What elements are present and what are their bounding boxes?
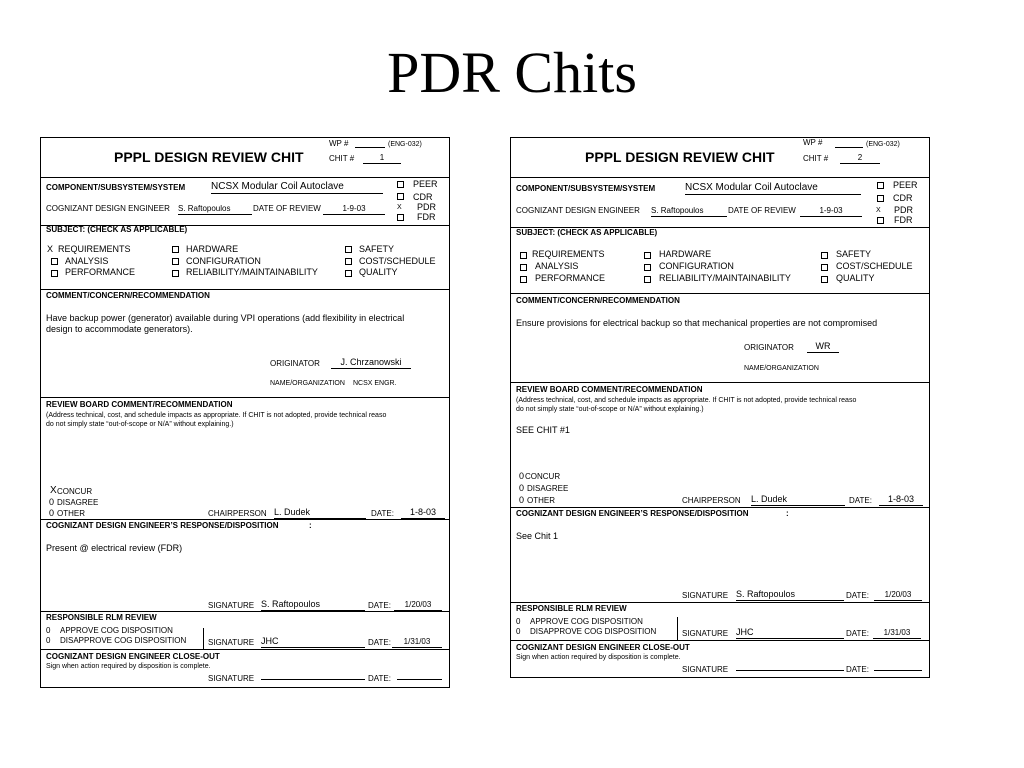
- response-label: COGNIZANT DESIGN ENGINEER’S RESPONSE/DISPOSITION: [516, 509, 749, 518]
- rlm-signature-field: [736, 627, 844, 639]
- other-label: OTHER: [527, 496, 555, 505]
- originator-value: J. Chrzanowski: [331, 357, 411, 369]
- wp-code: (ENG-032): [866, 141, 900, 148]
- originator-field: [807, 341, 839, 353]
- originator-value: WR: [807, 341, 839, 353]
- name-org-label: NAME/ORGANIZATION: [744, 365, 819, 372]
- response-signature-label: SIGNATURE: [208, 601, 255, 610]
- closeout-date-value[interactable]: [874, 670, 922, 671]
- chit-header: [41, 138, 449, 178]
- rlm-signature-label: SIGNATURE: [208, 638, 255, 647]
- chit-number-value: 2: [840, 153, 880, 164]
- safety-label: SAFETY: [836, 249, 872, 259]
- reliability-label: RELIABILITY/MAINTAINABILITY: [659, 273, 791, 283]
- response-label-colon: :: [786, 509, 789, 518]
- chair-date-value: 1-8-03: [401, 507, 445, 519]
- concur-label: CONCUR: [57, 487, 93, 496]
- component-label: COMPONENT/SUBSYSTEM/SYSTEM: [516, 184, 656, 193]
- cost-schedule-checkbox[interactable]: [345, 258, 352, 265]
- fdr-checkbox[interactable]: [397, 214, 404, 221]
- date-of-review-value: 1-9-03: [323, 204, 385, 215]
- rlm-date-field: [392, 637, 442, 648]
- wp-label: WP #: [329, 139, 349, 148]
- response-date-label: DATE:: [368, 601, 391, 610]
- chit-header: [511, 138, 929, 178]
- disapprove-label: DISAPPROVE COG DISPOSITION: [60, 636, 187, 645]
- other-mark[interactable]: 0: [49, 508, 55, 518]
- disagree-mark[interactable]: 0: [49, 497, 55, 507]
- review-board-label: REVIEW BOARD COMMENT/RECOMMENDATION: [46, 400, 233, 409]
- review-board-instructions-1: (Address technical, cost, and schedule impacts as appropriate. If CHIT is not adopted, provide technical reaso: [516, 397, 857, 404]
- response-text: See Chit 1: [516, 531, 559, 541]
- date-of-review-field: [800, 206, 862, 217]
- hardware-label: HARDWARE: [186, 244, 239, 254]
- disapprove-label: DISAPPROVE COG DISPOSITION: [530, 627, 657, 636]
- review-board-instructions-1: (Address technical, cost, and schedule impacts as appropriate. If CHIT is not adopted, provide technical reaso: [46, 412, 387, 419]
- comment-line-2: design to accommodate generators).: [46, 324, 193, 334]
- rlm-date-label: DATE:: [368, 638, 391, 647]
- rlm-divider: [677, 617, 678, 641]
- disapprove-mark[interactable]: 0: [46, 636, 51, 645]
- engineer-field: [178, 204, 252, 215]
- response-date-value: 1/20/03: [874, 590, 922, 601]
- comment-line-1: Ensure provisions for electrical backup so that mechanical properties are not compromised: [516, 318, 878, 328]
- component-section: [41, 178, 449, 226]
- component-field: [685, 182, 861, 195]
- chairperson-label: CHAIRPERSON: [682, 496, 741, 505]
- pdr-label: PDR: [417, 202, 437, 212]
- engineer-label: COGNIZANT DESIGN ENGINEER: [46, 204, 170, 213]
- response-signature-label: SIGNATURE: [682, 591, 729, 600]
- performance-label: PERFORMANCE: [65, 267, 136, 277]
- closeout-signature-value[interactable]: [736, 670, 844, 671]
- response-signature-field: [261, 599, 365, 611]
- response-date-field: [874, 590, 922, 601]
- response-date-label: DATE:: [846, 591, 869, 600]
- subject-section: [41, 226, 449, 290]
- rlm-signature-value: JHC: [261, 636, 365, 648]
- chit-number-label: CHIT #: [329, 154, 355, 163]
- engineer-value: S. Raftopoulos: [178, 204, 252, 215]
- review-board-section: [41, 398, 449, 520]
- performance-checkbox[interactable]: [520, 276, 527, 283]
- closeout-signature-field: [261, 673, 365, 683]
- closeout-instructions: Sign when action required by disposition is complete.: [516, 654, 681, 661]
- engineer-field: [651, 206, 727, 217]
- rlm-date-field: [873, 628, 921, 639]
- review-board-instructions-2: do not simply state “out-of-scope or N/A” without explaining.): [516, 406, 704, 413]
- chit-number-label: CHIT #: [803, 154, 829, 163]
- response-signature-value: S. Raftopoulos: [261, 599, 365, 611]
- subject-label: SUBJECT: (CHECK AS APPLICABLE): [46, 225, 188, 234]
- slide-title: PDR Chits: [387, 40, 637, 105]
- cdr-label: CDR: [893, 193, 913, 203]
- safety-checkbox[interactable]: [821, 252, 828, 259]
- requirements-label: REQUIREMENTS: [532, 249, 605, 259]
- comment-line-1: Have backup power (generator) available during VPI operations (add flexibility in electrical: [46, 313, 405, 323]
- component-field: [211, 181, 383, 194]
- date-of-review-label: DATE OF REVIEW: [253, 204, 321, 213]
- date-of-review-value: 1-9-03: [800, 206, 862, 217]
- originator-field: [331, 357, 411, 369]
- hardware-checkbox[interactable]: [172, 246, 179, 253]
- review-board-instructions-2: do not simply state “out-of-scope or N/A” without explaining.): [46, 421, 234, 428]
- wp-number-blank: [355, 147, 385, 148]
- peer-checkbox[interactable]: [877, 182, 884, 189]
- disagree-label: DISAGREE: [527, 484, 569, 493]
- header-title: PPPL DESIGN REVIEW CHIT: [114, 149, 304, 165]
- configuration-label: CONFIGURATION: [659, 261, 734, 271]
- response-date-field: [394, 600, 442, 611]
- name-org-value: NCSX ENGR.: [353, 380, 397, 387]
- cost-schedule-checkbox[interactable]: [821, 264, 828, 271]
- engineer-label: COGNIZANT DESIGN ENGINEER: [516, 206, 640, 215]
- cdr-label: CDR: [413, 192, 433, 202]
- response-label: COGNIZANT DESIGN ENGINEER’S RESPONSE/DISPOSITION: [46, 521, 279, 530]
- quality-label: QUALITY: [359, 267, 398, 277]
- response-section: [511, 508, 929, 603]
- rlm-date-label: DATE:: [846, 629, 869, 638]
- component-value: NCSX Modular Coil Autoclave: [685, 182, 861, 195]
- wp-label: WP #: [803, 138, 823, 147]
- fdr-checkbox[interactable]: [877, 217, 884, 224]
- closeout-label: COGNIZANT DESIGN ENGINEER CLOSE-OUT: [516, 643, 690, 652]
- review-board-section: [511, 383, 929, 508]
- chair-date-field: [401, 507, 445, 519]
- fdr-label: FDR: [417, 212, 436, 222]
- pdr-label: PDR: [894, 205, 914, 215]
- disagree-label: DISAGREE: [57, 498, 99, 507]
- response-signature-field: [736, 589, 844, 601]
- header-title: PPPL DESIGN REVIEW CHIT: [585, 149, 775, 165]
- rlm-signature-value: JHC: [736, 627, 844, 639]
- peer-label: PEER: [893, 180, 918, 190]
- rlm-date-value: 1/31/03: [873, 628, 921, 639]
- disapprove-mark[interactable]: 0: [516, 627, 521, 636]
- wp-number-blank: [835, 147, 863, 148]
- closeout-date-label: DATE:: [846, 665, 869, 674]
- comment-label: COMMENT/CONCERN/RECOMMENDATION: [516, 296, 680, 305]
- analysis-label: ANALYSIS: [535, 261, 579, 271]
- date-of-review-field: [323, 204, 385, 215]
- cdr-checkbox[interactable]: [397, 193, 404, 200]
- safety-checkbox[interactable]: [345, 246, 352, 253]
- response-label-colon: :: [309, 521, 312, 530]
- other-label: OTHER: [57, 509, 85, 518]
- rlm-divider: [203, 628, 204, 650]
- pdr-mark[interactable]: X: [397, 204, 402, 211]
- chit-number-field: [363, 153, 401, 164]
- performance-label: PERFORMANCE: [535, 273, 606, 283]
- response-date-value: 1/20/03: [394, 600, 442, 611]
- chairperson-label: CHAIRPERSON: [208, 509, 267, 518]
- comment-label: COMMENT/CONCERN/RECOMMENDATION: [46, 291, 210, 300]
- closeout-signature-label: SIGNATURE: [208, 674, 255, 683]
- cost-schedule-label: COST/SCHEDULE: [836, 261, 913, 271]
- approve-label: APPROVE COG DISPOSITION: [530, 617, 643, 626]
- safety-label: SAFETY: [359, 244, 395, 254]
- date-of-review-label: DATE OF REVIEW: [728, 206, 796, 215]
- closeout-instructions: Sign when action required by disposition is complete.: [46, 663, 211, 670]
- cdr-checkbox[interactable]: [877, 195, 884, 202]
- component-section: [511, 178, 929, 228]
- hardware-checkbox[interactable]: [644, 252, 651, 259]
- chairperson-field: [751, 494, 845, 506]
- concur-mark[interactable]: X: [50, 485, 57, 496]
- chair-date-label: DATE:: [849, 496, 872, 505]
- chairperson-field: [274, 507, 366, 519]
- requirements-label: REQUIREMENTS: [58, 244, 131, 254]
- rlm-review-section: [41, 612, 449, 650]
- closeout-date-field: [874, 664, 922, 674]
- chit-number-field: [840, 153, 880, 164]
- analysis-checkbox[interactable]: [51, 258, 58, 265]
- closeout-date-value[interactable]: [397, 679, 442, 680]
- other-mark[interactable]: 0: [519, 495, 525, 505]
- chair-date-value: 1-8-03: [879, 494, 923, 506]
- closeout-date-label: DATE:: [368, 674, 391, 683]
- hardware-label: HARDWARE: [659, 249, 712, 259]
- closeout-section: [41, 650, 449, 688]
- analysis-checkbox[interactable]: [520, 264, 527, 271]
- closeout-signature-label: SIGNATURE: [682, 665, 729, 674]
- component-value: NCSX Modular Coil Autoclave: [211, 181, 383, 194]
- closeout-signature-field: [736, 664, 844, 674]
- reliability-checkbox[interactable]: [172, 270, 179, 277]
- performance-checkbox[interactable]: [51, 270, 58, 277]
- subject-section: [511, 228, 929, 294]
- approve-label: APPROVE COG DISPOSITION: [60, 626, 173, 635]
- chit-number-value: 1: [363, 153, 401, 164]
- originator-label: ORIGINATOR: [744, 343, 794, 352]
- rlm-review-label: RESPONSIBLE RLM REVIEW: [46, 613, 157, 622]
- configuration-checkbox[interactable]: [644, 264, 651, 271]
- rlm-review-section: [511, 603, 929, 641]
- pdr-mark[interactable]: X: [876, 207, 881, 214]
- engineer-value: S. Raftopoulos: [651, 206, 727, 217]
- approve-mark[interactable]: 0: [516, 617, 521, 626]
- rlm-signature-label: SIGNATURE: [682, 629, 729, 638]
- chair-date-field: [879, 494, 923, 506]
- review-board-label: REVIEW BOARD COMMENT/RECOMMENDATION: [516, 385, 703, 394]
- chairperson-value: L. Dudek: [274, 507, 366, 519]
- closeout-section: [511, 641, 929, 678]
- rlm-signature-field: [261, 636, 365, 648]
- response-section: [41, 520, 449, 612]
- quality-checkbox[interactable]: [345, 270, 352, 277]
- cost-schedule-label: COST/SCHEDULE: [359, 256, 436, 266]
- chit-form-left: [40, 137, 450, 688]
- configuration-label: CONFIGURATION: [186, 256, 261, 266]
- concur-mark[interactable]: 0: [519, 471, 525, 481]
- fdr-label: FDR: [894, 215, 913, 225]
- requirements-checkbox[interactable]: [520, 252, 527, 259]
- analysis-label: ANALYSIS: [65, 256, 109, 266]
- component-label: COMPONENT/SUBSYSTEM/SYSTEM: [46, 183, 186, 192]
- rlm-date-value: 1/31/03: [392, 637, 442, 648]
- configuration-checkbox[interactable]: [172, 258, 179, 265]
- response-signature-value: S. Raftopoulos: [736, 589, 844, 601]
- peer-checkbox[interactable]: [397, 181, 404, 188]
- closeout-signature-value[interactable]: [261, 679, 365, 680]
- requirements-mark[interactable]: X: [47, 244, 54, 254]
- chit-form-right: [510, 137, 930, 678]
- concur-label: CONCUR: [525, 472, 561, 481]
- subject-label: SUBJECT: (CHECK AS APPLICABLE): [516, 228, 658, 237]
- chairperson-value: L. Dudek: [751, 494, 845, 506]
- closeout-date-field: [397, 673, 442, 683]
- comment-section: [41, 290, 449, 398]
- name-org-label: NAME/ORGANIZATION: [270, 380, 345, 387]
- quality-checkbox[interactable]: [821, 276, 828, 283]
- comment-section: [511, 294, 929, 383]
- chair-date-label: DATE:: [371, 509, 394, 518]
- disagree-mark[interactable]: 0: [519, 483, 525, 493]
- reliability-checkbox[interactable]: [644, 276, 651, 283]
- peer-label: PEER: [413, 179, 438, 189]
- rlm-review-label: RESPONSIBLE RLM REVIEW: [516, 604, 627, 613]
- reliability-label: RELIABILITY/MAINTAINABILITY: [186, 267, 318, 277]
- originator-label: ORIGINATOR: [270, 359, 320, 368]
- wp-code: (ENG-032): [388, 141, 422, 148]
- quality-label: QUALITY: [836, 273, 875, 283]
- approve-mark[interactable]: 0: [46, 626, 51, 635]
- closeout-label: COGNIZANT DESIGN ENGINEER CLOSE-OUT: [46, 652, 220, 661]
- review-board-response: SEE CHIT #1: [516, 425, 570, 435]
- response-text: Present @ electrical review (FDR): [46, 543, 183, 553]
